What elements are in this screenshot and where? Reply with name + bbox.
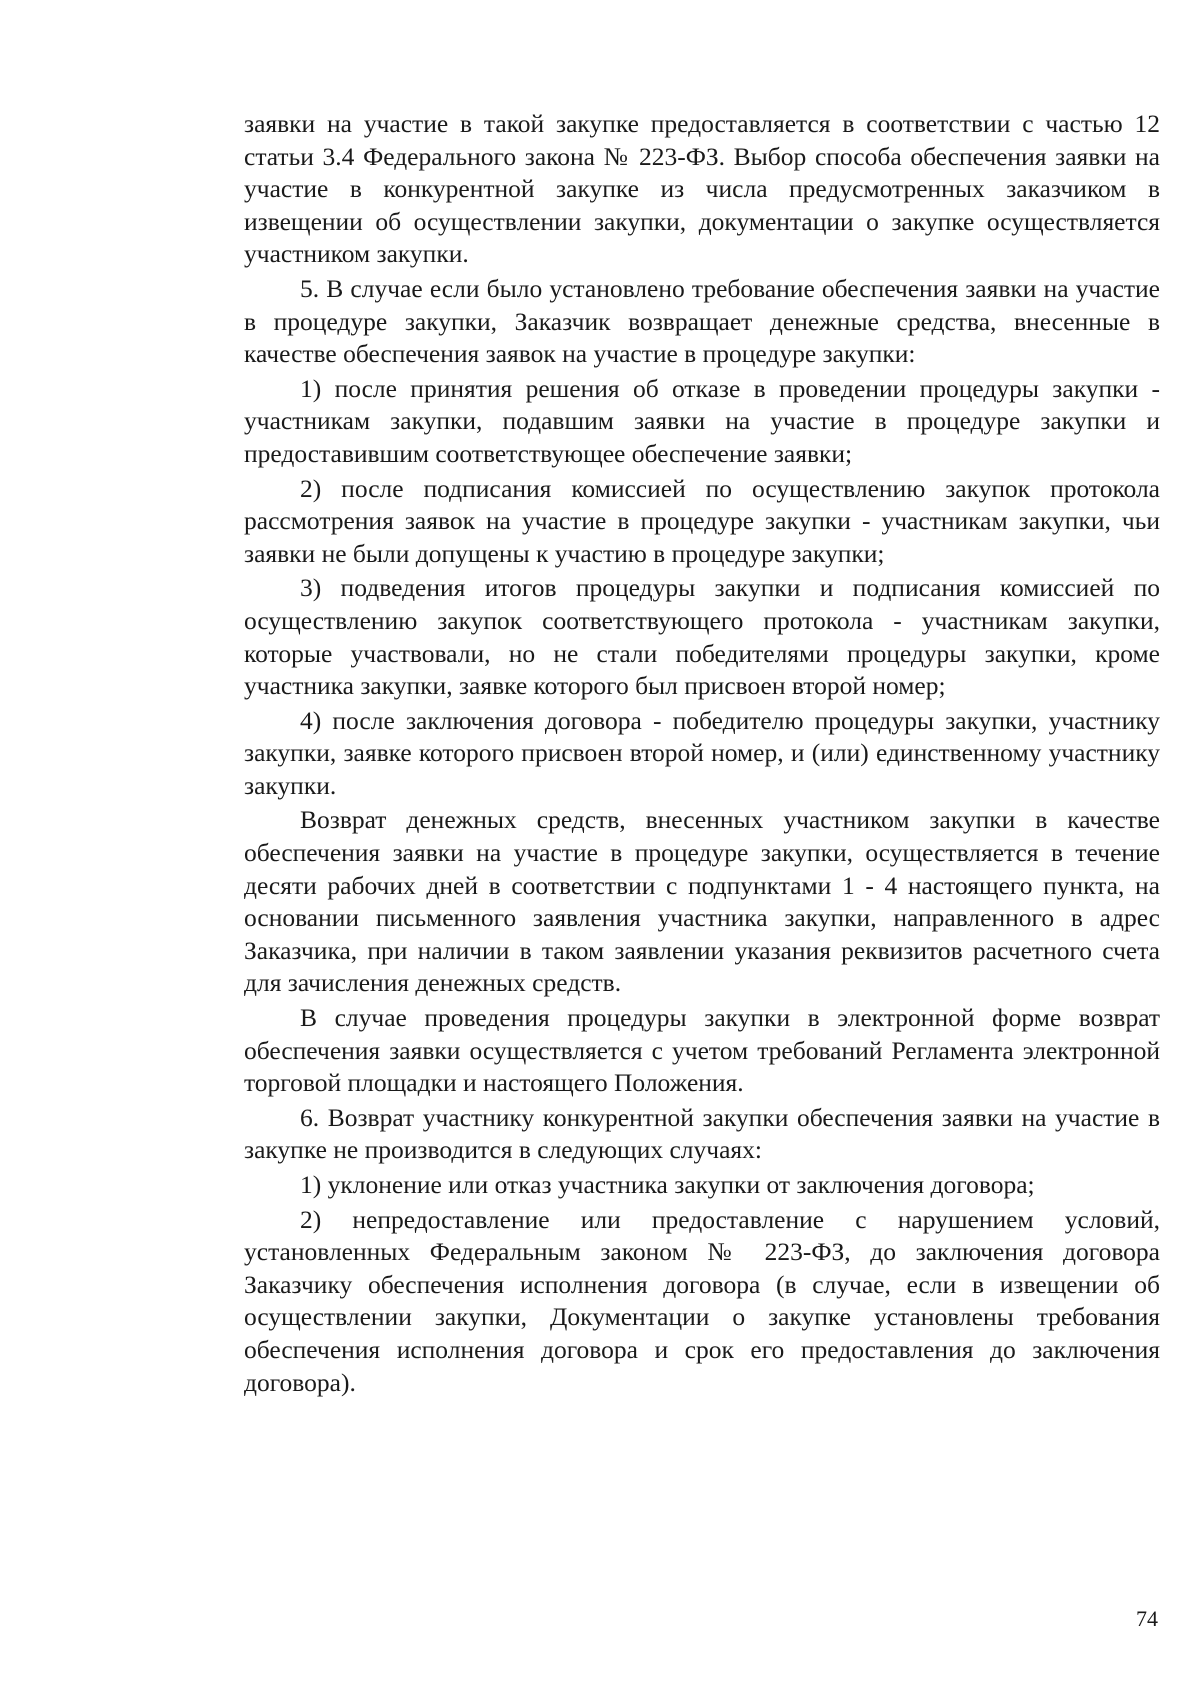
paragraph-clause-5: 5. В случае если было установлено требование обеспечения заявки на участие в процедуре закупки, Заказчик возвращает денежные средства, внесенные в качестве обеспечения заявок на участие в процедуре закупки: (244, 273, 1160, 369)
paragraph-clause-6-item-2: 2) непредоставление или предоставление с нарушением условий, установленных Федеральным законом № 223-ФЗ, до заключения договора Заказчику обеспечения исполнения договора (в случае, если в извещении об осуществлении закупки, Документации о закупке установлены требования обеспечения исполнения договора и срок его предоставления до заключения договора). (244, 1204, 1160, 1397)
paragraph-clause-5-item-4: 4) после заключения договора - победителю процедуры закупки, участнику закупки, заявке которого присвоен второй номер, и (или) единственному участнику закупки. (244, 705, 1160, 800)
paragraph-continuation: заявки на участие в такой закупке предоставляется в соответствии с частью 12 статьи 3.4 Федерального закона № 223-ФЗ. Выбор способа обеспечения заявки на участие в конкурентной закупке из числа предусмотренных заказчиком в извещении об осуществлении закупки, документации о закупке осуществляется участником закупки. (244, 109, 1160, 269)
paragraph-clause-5-item-2: 2) после подписания комиссией по осуществлению закупок протокола рассмотрения заявок на участие в процедуре закупки - участникам закупки, чьи заявки не были допущены к участию в процедуре закупки; (244, 473, 1160, 568)
document-body (244, 108, 1160, 1401)
page-number: 74 (1136, 1606, 1158, 1631)
paragraph-clause-5-item-3: 3) подведения итогов процедуры закупки и подписания комиссией по осуществлению закупок соответствующего протокола - участникам закупки, которые участвовали, но не стали победителями процедуры закупки, кроме участника закупки, заявке которого был присвоен второй номер; (244, 573, 1160, 701)
paragraph-refund-terms: Возврат денежных средств, внесенных участником закупки в качестве обеспечения заявки на участие в процедуре закупки, осуществляется в течение десяти рабочих дней в соответствии с подпунктами 1 - 4 настоящего пункта, на основании письменного заявления участника закупки, направленного в адрес Заказчика, при наличии в таком заявлении указания реквизитов расчетного счета для зачисления денежных средств. (244, 805, 1160, 998)
paragraph-clause-6: 6. Возврат участнику конкурентной закупки обеспечения заявки на участие в закупке не производится в следующих случаях: (244, 1102, 1160, 1165)
paragraph-electronic-form: В случае проведения процедуры закупки в электронной форме возврат обеспечения заявки осуществляется с учетом требований Регламента электронной торговой площадки и настоящего Положения. (244, 1003, 1160, 1098)
paragraph-clause-6-item-1: 1) уклонение или отказ участника закупки от заключения договора; (300, 1170, 1035, 1199)
paragraph-clause-5-item-1: 1) после принятия решения об отказе в проведении процедуры закупки - участникам закупки, подавшим заявки на участие в процедуре закупки и предоставившим соответствующее обеспечение заявки; (244, 373, 1160, 468)
